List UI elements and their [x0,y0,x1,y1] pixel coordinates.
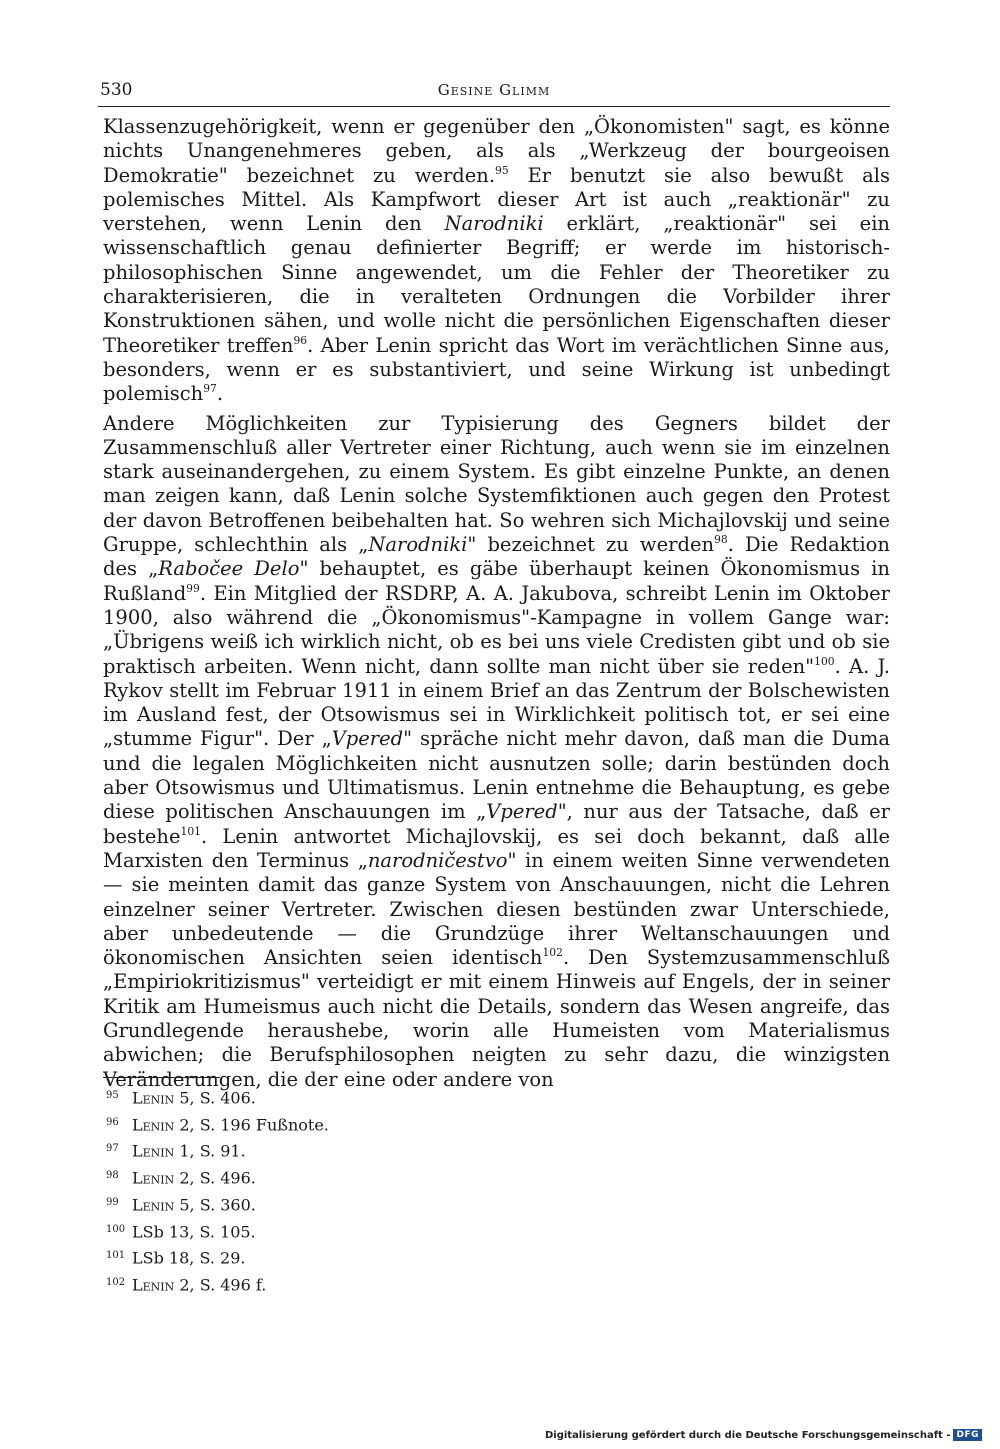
footnote-ref: 102 [542,946,563,960]
paragraph [103,412,890,1092]
footnote-number: 102 [106,1276,126,1288]
italic-term: Vpered [486,800,558,824]
italic-term: Narodniki [368,533,468,557]
footnote [106,1218,506,1245]
text-run: . Aber Lenin spricht das Wort im verächtlichen Sinne aus, besonders, wenn er es substantiviert, und seine Wirkung ist unbedingt polemisch [103,333,890,406]
footnote-ref: 97 [203,382,217,396]
footnote-reference: 1, S. 91. [174,1141,246,1161]
footnote [106,1271,506,1298]
page-header [98,80,890,107]
footnote-reference: LSb 18, S. 29. [132,1248,246,1268]
paragraph [103,115,890,407]
text-run: Andere Möglichkeiten zur Typisierung des Gegners bildet der Zusammenschluß aller Vertreter einer Richtung, auch wenn sie im einzelnen stark auseinandergehen, zu einem System. Es gibt einzelne Punkte, an denen man zeigen kann, daß Lenin solche Systemfiktionen auch gegen den Protest der davon Betroffenen beibehalten hat. So wehren sich Michajlovskij und seine Gruppe, schlechthin als „ [103,411,890,557]
text-run: " in einem weiten Sinne verwendeten — sie meinten damit das ganze System von Anschauungen, nicht die Lehren einzelner seiner Vertreter. Zwischen diesen bestünden zwar Unterschiede, aber unbedeutende — die Grundzüge ihrer Weltanschauungen und ökonomischen Ansichten seien identisch [103,848,890,970]
text-run: . A. J. Rykov stellt im Februar 1911 in einem Brief an das Zentrum der Bolschewisten im Ausland fest, der Otsowismus sei in Wirklichkeit politisch tot, er sei eine „stumme Figur". Der „ [103,654,890,751]
footnote-reference: 5, S. 360. [174,1195,256,1215]
dfg-logo: DFG [953,1429,982,1441]
footnote [106,1111,506,1138]
footnote-ref: 99 [186,581,200,595]
footnote-ref: 95 [495,163,509,177]
footnote [106,1137,506,1164]
footnote [106,1084,506,1111]
footnote [106,1191,506,1218]
text-run: " bezeichnet zu werden [467,533,715,557]
footnote-author: Lenin [132,1115,175,1135]
italic-term: Narodniki [444,212,544,236]
footnote-reference: 5, S. 406. [174,1088,256,1108]
text-run: . Lenin antwortet Michajlovskij, es sei doch bekannt, daß alle Marxisten den Terminus „ [103,824,890,872]
text-run: Klassenzugehörigkeit, wenn er gegenüber den „Ökonomisten" sagt, es könne nichts Unangenehmeres geben, als als „Werkzeug der bourgeoisen Demokratie" bezeichnet zu werden. [103,115,890,187]
footnote-author: Lenin [132,1088,175,1108]
footnote-number: 97 [106,1143,119,1155]
italic-term: narodničestvo [367,848,508,872]
footnote-reference: 2, S. 496. [174,1168,256,1188]
footnote-number: 98 [106,1170,119,1182]
text-run: erklärt, „reaktionär" sei ein wissenschaftlich genau definierter Begriff; er werde im historisch-philosophischen Sinne angewendet, um die Fehler der Theoretiker zu charakterisieren, die in veralteten Ordnungen die Vorbilder ihrer Konstruktionen sähen, und wolle nicht die persönlichen Eigenschaften dieser Theoretiker treffen [103,212,890,357]
italic-term: Rabočee Delo [158,557,300,581]
italic-term: Vpered [331,727,404,751]
footnote-author: Lenin [132,1275,175,1295]
footnote-number: 101 [106,1250,126,1262]
footnote-author: Lenin [132,1195,175,1215]
text-run: " behauptet, es gäbe überhaupt keinen Ökonomismus in Rußland [103,557,890,605]
footnote-ref: 96 [293,333,308,347]
footnote-reference: LSb 13, S. 105. [132,1222,256,1242]
footnote-rule [103,1077,220,1078]
footnote-reference: 2, S. 196 Fußnote. [174,1115,329,1135]
footnote-author: Lenin [132,1141,175,1161]
text-run: . Den Systemzusammenschluß „Empiriokritizismus" verteidigt er mit einem Hinweis auf Engels, der in seiner Kritik am Humeismus auch nicht die Details, sondern das Wesen angreife, das Grundlegende heraushebe, worin alle Humeisten vom Materialismus abwichen; die Berufsphilosophen neigten zu sehr dazu, die winzigsten Veränderungen, die der eine oder andere von [103,946,890,1091]
footnote [106,1164,506,1191]
footnote [106,1244,506,1271]
text-run: " spräche nicht mehr davon, daß man die Duma und die legalen Möglichkeiten nicht ausnutzen solle; darin bestünden doch aber Otsowismus und Ultimatismus. Lenin entnehme die Behauptung, es gebe diese politischen Anschauungen im „ [103,727,890,824]
text-run: . [216,382,224,406]
footnote-reference: 2, S. 496 f. [174,1275,267,1295]
funding-text: Digitalisierung gefördert durch die Deutsche Forschungsgemeinschaft - [544,1429,951,1441]
footnotes [106,1084,506,1298]
text-run: Er benutzt sie also bewußt als polemisches Mittel. Als Kampfwort dieser Art ist auch „reaktionär" zu verstehen, wenn Lenin den [103,163,891,236]
footnote-author: Lenin [132,1168,175,1188]
footnote-number: 96 [106,1116,119,1128]
footnote-ref: 101 [180,824,201,838]
text-run: . Ein Mitglied der RSDRP, A. A. Jakubova, schreibt Lenin im Oktober 1900, also während die „Ökonomismus"-Kampagne in vollem Gange war: „Übrigens weiß ich wirklich nicht, ob es bei uns viele Credisten gibt und ob sie praktisch arbeiten. Wenn nicht, dann sollte man nicht über sie reden" [103,581,890,678]
footnote-number: 95 [106,1090,119,1101]
text-run: ", nur aus der Tatsache, daß er bestehe [103,800,891,848]
page-number: 530 [100,80,133,100]
text-run: . Die Redaktion des „ [103,533,890,581]
funding-banner [545,1429,982,1441]
running-head: Gesine Glimm [437,81,551,99]
footnote-ref: 100 [814,654,835,668]
footnote-ref: 98 [714,533,728,547]
footnote-number: 100 [106,1223,126,1235]
footnote-number: 99 [106,1196,119,1208]
body-text [103,115,890,1092]
